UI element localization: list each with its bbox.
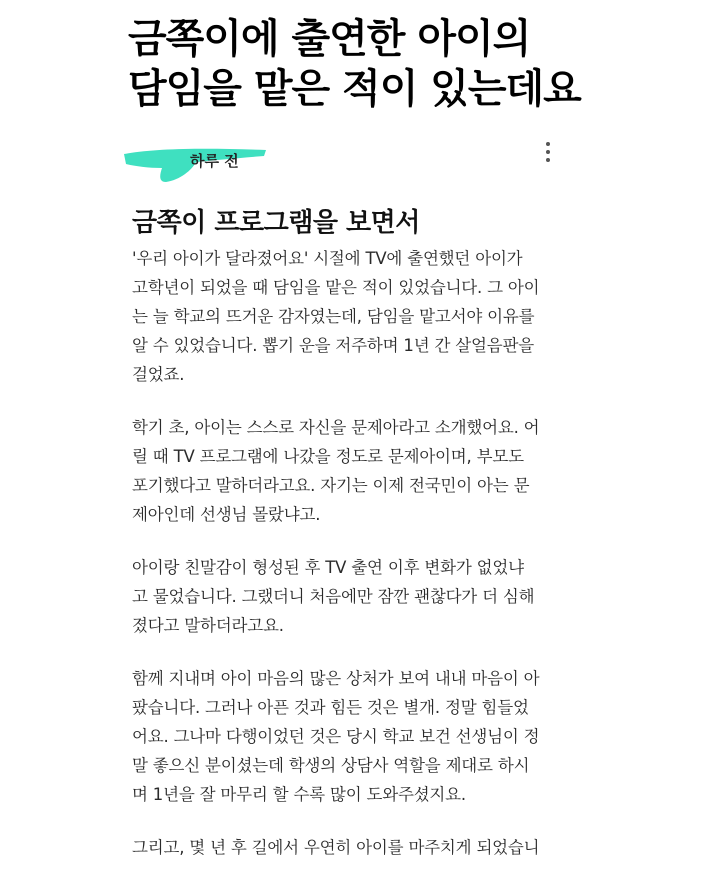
paragraph-line: 아이랑 친말감이 형성된 후 TV 출연 이후 변화가 없었냐	[132, 558, 524, 577]
post-time: 하루 전	[190, 152, 239, 170]
post-meta-row	[108, 140, 578, 180]
more-dot-icon	[546, 150, 550, 154]
post-paragraph	[132, 244, 582, 389]
post-card	[108, 122, 598, 857]
paragraph-line: 며 1년을 잘 마무리 할 수록 많이 도와주셨지요.	[132, 785, 466, 804]
paragraph-line: 팠습니다. 그러나 아픈 것과 힘든 것은 별개. 정말 힘들었	[132, 698, 529, 717]
more-options-button[interactable]	[538, 140, 558, 168]
paragraph-line: 릴 때 TV 프로그램에 나갔을 정도로 문제아이며, 부모도	[132, 447, 524, 466]
paragraph-line: 말 좋으신 분이셨는데 학생의 상담사 역할을 제대로 하시	[132, 756, 530, 775]
headline-line-2: 담임을 맡은 적이 있는데요	[128, 66, 581, 112]
paragraph-line: 함께 지내며 아이 마음의 많은 상처가 보여 내내 마음이 아	[132, 669, 540, 688]
post-title: 금쪽이 프로그램을 보면서	[132, 208, 420, 238]
post-paragraph	[132, 413, 582, 529]
headline-line-1: 금쪽이에 출연한 아이의	[128, 16, 531, 62]
paragraph-line: '우리 아이가 달라졌어요' 시절에 TV에 출연했던 아이가	[132, 249, 523, 268]
paragraph-line: 어요. 그나마 다행이었던 것은 당시 학교 보건 선생님이 정	[132, 727, 540, 746]
paragraph-line: 포기했다고 말하더라고요. 자기는 이제 전국민이 아는 문	[132, 476, 530, 495]
post-body	[132, 244, 582, 886]
more-dot-icon	[546, 142, 550, 146]
post-paragraph	[132, 664, 582, 809]
paragraph-line: 는 늘 학교의 뜨거운 감자였는데, 담임을 맡고서야 이유를	[132, 307, 535, 326]
paragraph-line: 제아인데 선생님 몰랐냐고.	[132, 505, 321, 524]
paragraph-line: 걸었죠.	[132, 365, 185, 384]
more-dot-icon	[546, 158, 550, 162]
headline	[128, 14, 688, 114]
paragraph-line: 그리고, 몇 년 후 길에서 우연히 아이를 마주치게 되었습니	[132, 838, 540, 857]
paragraph-line: 고 물었습니다. 그랬더니 처음에만 잠깐 괜찮다가 더 심해	[132, 587, 535, 606]
paragraph-line: 학기 초, 아이는 스스로 자신을 문제아라고 소개했어요. 어	[132, 418, 540, 437]
post-paragraph	[132, 553, 582, 640]
paragraph-line: 고학년이 되었을 때 담임을 맡은 적이 있었습니다. 그 아이	[132, 278, 540, 297]
post-paragraph	[132, 833, 582, 862]
paragraph-line: 알 수 있었습니다. 뽑기 운을 저주하며 1년 간 살얼음판을	[132, 336, 534, 355]
paragraph-line: 졌다고 말하더라고요.	[132, 616, 284, 635]
